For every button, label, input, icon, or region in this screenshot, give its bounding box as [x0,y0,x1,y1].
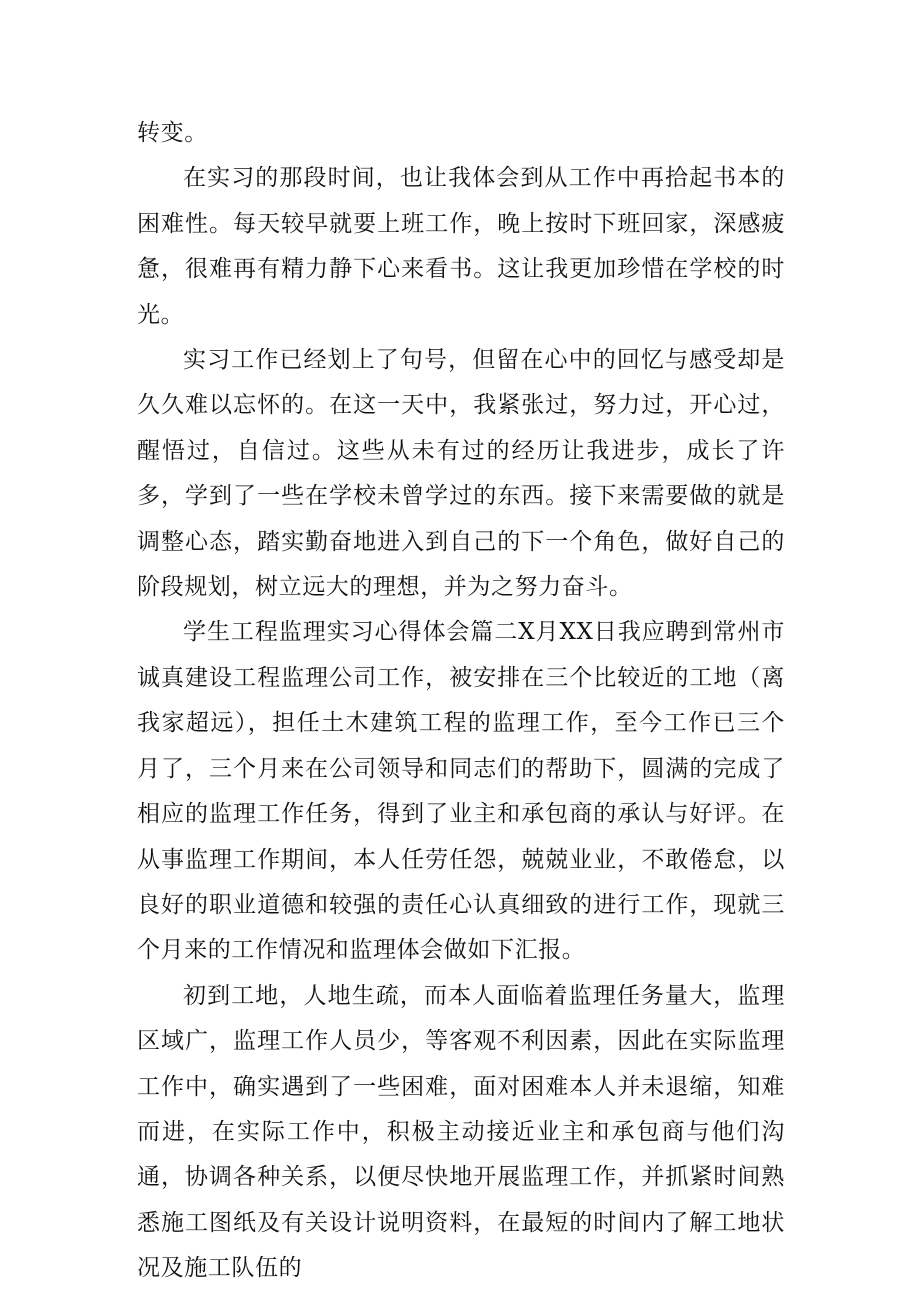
paragraph-5: 初到工地，人地生疏，而本人面临着监理任务量大，监理区域广，监理工作人员少，等客观不利因素，因此在实际监理工作中，确实遇到了一些困难，面对困难本人并未退缩，知难而进，在实际工作中，积极主动接近业主和承包商与他们沟通，协调各种关系，以便尽快地开展监理工作，并抓紧时间熟悉施工图纸及有关设计说明资料，在最短的时间内了解工地状况及施工队伍的 [137,982,785,1282]
paragraph-1: 转变。 [137,120,208,146]
paragraph-3: 实习工作已经划上了句号，但留在心中的回忆与感受却是久久难以忘怀的。在这一天中，我紧张过，努力过，开心过，醒悟过，自信过。这些从未有过的经历让我进步，成长了许多，学到了一些在学校未曾学过的东西。接下来需要做的就是调整心态，踏实勤奋地进入到自己的下一个角色，做好自己的阶段规划，树立远大的理想，并为之努力奋斗。 [137,347,785,601]
paragraph-4: 学生工程监理实习心得体会篇二X月XX日我应聘到常州市诚真建设工程监理公司工作，被安排在三个比较近的工地（离我家超远），担任土木建筑工程的监理工作，至今工作已三个月了，三个月来在公司领导和同志们的帮助下，圆满的完成了相应的监理工作任务，得到了业主和承包商的承认与好评。在从事监理工作期间，本人任劳任怨，兢兢业业，不敢倦怠，以良好的职业道德和较强的责任心认真细致的进行工作，现就三个月来的工作情况和监理体会做如下汇报。 [137,619,785,964]
document-body [137,111,785,1292]
paragraph-2: 在实习的那段时间，也让我体会到从工作中再拾起书本的困难性。每天较早就要上班工作，晚上按时下班回家，深感疲惫，很难再有精力静下心来看书。这让我更加珍惜在学校的时光。 [137,165,785,328]
